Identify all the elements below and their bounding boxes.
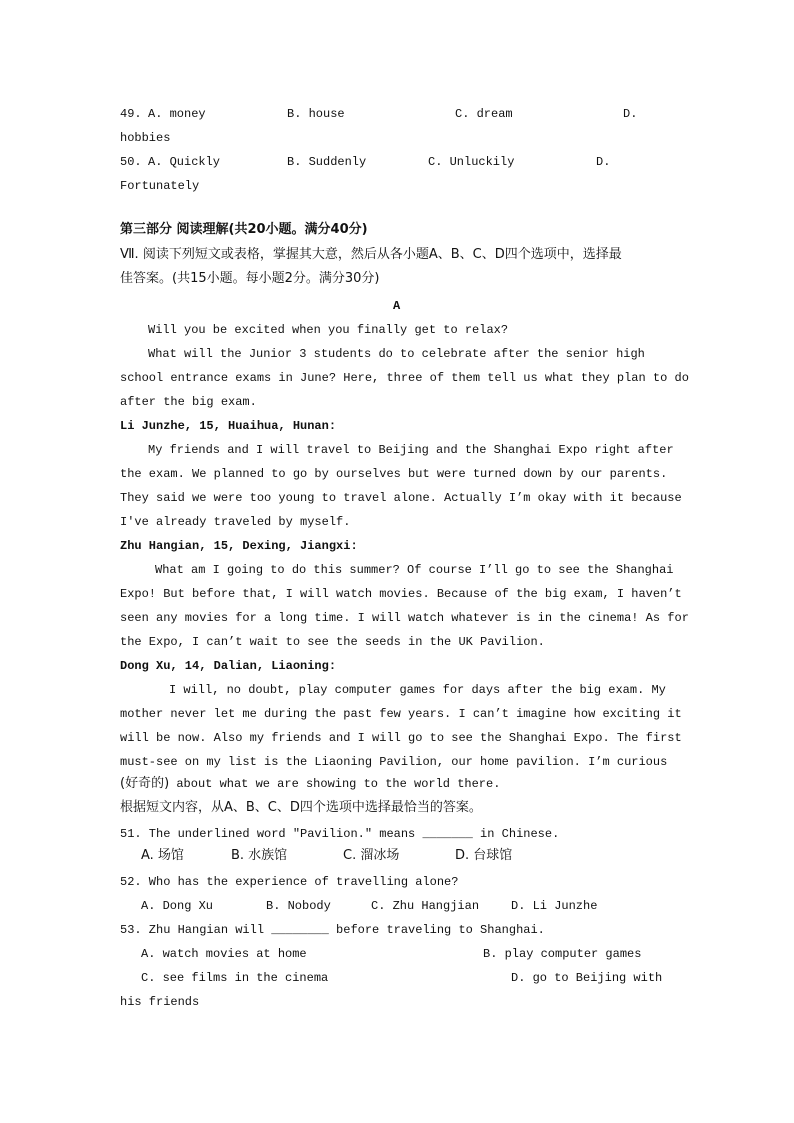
q53-option-d: D. go to Beijing with — [511, 971, 663, 985]
speaker-2-line-1: What am I going to do this summer? Of course I’ll go to see the Shanghai — [155, 563, 674, 577]
q52-stem: 52. Who has the experience of travelling alone? — [120, 875, 459, 889]
q53-option-c: C. see films in the cinema — [141, 971, 329, 985]
passage-label: A — [393, 299, 401, 313]
intro-line-3: school entrance exams in June? Here, three of them tell us what they plan to do — [120, 371, 689, 385]
speaker-2-name: Zhu Hangian, 15, Dexing, Jiangxi: — [120, 539, 358, 553]
q51-stem: 51. The underlined word "Pavilion." means _______ in Chinese. — [120, 827, 560, 841]
speaker-2-line-4: the Expo, I can’t wait to see the seeds in the UK Pavilion. — [120, 635, 545, 649]
speaker-3-line-5 — [120, 776, 500, 792]
section-title: 第三部分 阅读理解(共20小题。满分40分) — [120, 222, 368, 237]
speaker-2-line-2: Expo! But before that, I will watch movies. Because of the big exam, I haven’t — [120, 587, 682, 601]
q53-option-d-text: his friends — [120, 995, 200, 1009]
q50-option-c: C. Unluckily — [428, 155, 515, 169]
q49-option-d: D. — [623, 107, 638, 121]
q49-option-c: C. dream — [455, 107, 513, 121]
q51-option-b: B. 水族馆 — [231, 848, 288, 863]
q50-option-d-text: Fortunately — [120, 179, 200, 193]
q50-number: 50. — [120, 155, 142, 169]
q49-option-b: B. house — [287, 107, 345, 121]
questions-instructions: 根据短文内容，从A、B、C、D四个选项中选择最恰当的答案。 — [120, 800, 482, 815]
intro-line-2: What will the Junior 3 students do to celebrate after the senior high — [148, 347, 645, 361]
q52-option-d: D. Li Junzhe — [511, 899, 598, 913]
q51-option-d: D. 台球馆 — [455, 848, 513, 863]
intro-line-4: after the big exam. — [120, 395, 257, 409]
speaker-3-line-2: mother never let me during the past few years. I can’t imagine how exciting it — [120, 707, 682, 721]
q50-option-a: A. Quickly — [148, 155, 221, 169]
q52-option-b: B. Nobody — [266, 899, 331, 913]
speaker-1-line-2: the exam. We planned to go by ourselves but were turned down by our parents. — [120, 467, 668, 481]
speaker-1-line-3: They said we were too young to travel alone. Actually I’m okay with it because — [120, 491, 682, 505]
speaker-3-name: Dong Xu, 14, Dalian, Liaoning: — [120, 659, 337, 673]
q53-option-b: B. play computer games — [483, 947, 642, 961]
speaker-1-name: Li Junzhe, 15, Huaihua, Hunan: — [120, 419, 337, 433]
q49-option-a: A. money — [148, 107, 206, 121]
speaker-3-line-4: must-see on my list is the Liaoning Pavilion, our home pavilion. I’m curious — [120, 755, 668, 769]
q49-number: 49. — [120, 107, 142, 121]
q53-option-a: A. watch movies at home — [141, 947, 307, 961]
speaker-3-line-1: I will, no doubt, play computer games for days after the big exam. My — [169, 683, 666, 697]
instructions-line-2: 佳答案。(共15小题。每小题2分。满分30分) — [120, 271, 380, 286]
speaker-1-line-4: I've already traveled by myself. — [120, 515, 351, 529]
speaker-3-gloss: (好奇的) — [120, 776, 170, 791]
q50-option-d: D. — [596, 155, 611, 169]
q52-option-a: A. Dong Xu — [141, 899, 214, 913]
speaker-3-line-5-text: about what we are showing to the world there. — [169, 777, 501, 791]
q50-option-b: B. Suddenly — [287, 155, 367, 169]
q51-option-a: A. 场馆 — [141, 848, 184, 863]
instructions-line-1: Ⅶ. 阅读下列短文或表格，掌握其大意，然后从各小题A、B、C、D四个选项中，选择最 — [120, 247, 622, 262]
speaker-3-line-3: will be now. Also my friends and I will go to see the Shanghai Expo. The first — [120, 731, 682, 745]
q49-option-d-text: hobbies — [120, 131, 171, 145]
q53-stem: 53. Zhu Hangian will ________ before traveling to Shanghai. — [120, 923, 545, 937]
speaker-1-line-1: My friends and I will travel to Beijing and the Shanghai Expo right after — [148, 443, 674, 457]
speaker-2-line-3: seen any movies for a long time. I will watch whatever is in the cinema! As for — [120, 611, 689, 625]
q51-option-c: C. 溜冰场 — [343, 848, 400, 863]
intro-line-1: Will you be excited when you finally get to relax? — [148, 323, 509, 337]
q52-option-c: C. Zhu Hangjian — [371, 899, 480, 913]
